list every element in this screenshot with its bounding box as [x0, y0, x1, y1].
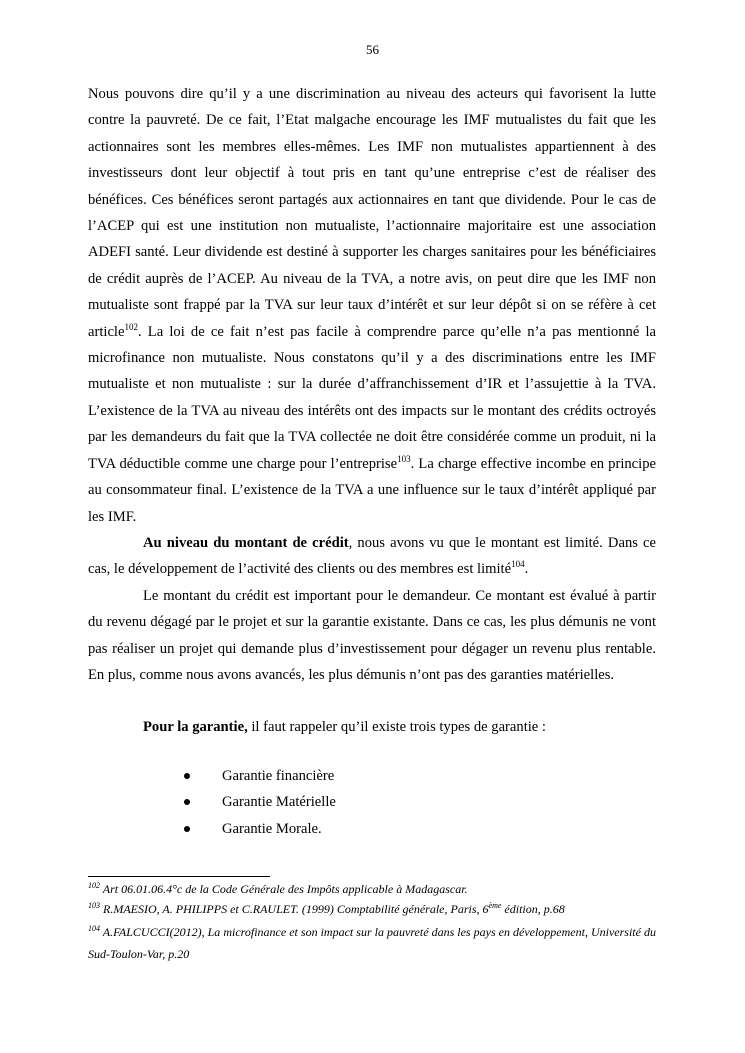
paragraph-tva [88, 81, 656, 530]
paragraph-text: . La charge effective incombe en principe au consommateur final. L’existence de la TVA a une influence sur le taux d’intérêt appliqué par les IMF. [88, 455, 656, 525]
footnote-ref: 103 [397, 453, 411, 464]
paragraph-text: . [524, 561, 529, 578]
footnote-ref: 102 [124, 321, 138, 332]
list-item-text: Garantie Matérielle [222, 794, 336, 811]
paragraph-demandeur: Le montant du crédit est important pour le demandeur. Ce montant est évalué à partir du revenu dégagé par le projet et sur la garantie existante. Dans ce cas, les plus démunis ne vont pas réaliser un projet qui demande plus d’investissement pour dégager un revenu plus rentable. En plus, comme nous avons avancés, les plus démunis n’ont pas des garanties matérielles. [88, 587, 656, 683]
footnote-text: A.FALCUCCI(2012), La microfinance et son impact sur la pauvreté dans les pays en développement, Université du Sud-Toulon-Var, p.20 [88, 925, 656, 961]
footnote-separator [88, 876, 270, 877]
list-item-text: Garantie financière [222, 768, 335, 784]
list-item [178, 816, 336, 842]
paragraph-garantie [88, 714, 656, 740]
footnote-102 [88, 881, 656, 897]
bullet-icon [184, 799, 190, 805]
paragraph-text: Nous pouvons dire qu’il y a une discrimination au niveau des acteurs qui favorisent la lutte contre la pauvreté. De ce fait, l’Etat malgache encourage les IMF mutualistes du fait que les actionnaires sont les membres elles-mêmes. Les IMF non mutualistes appartiennent à des investisseurs dont leur objectif à tout pris en tant qu’une entreprise c’est de réaliser des bénéfices. Ces bénéfices seront partagés aux actionnaires en tant que dividende. Pour le cas de l’ACEP qui est une institution non mutualiste, l’actionnaire majoritaire est une association ADEFI santé. Leur dividende est destiné à supporter les charges sanitaires pour les bénéficiaires de crédit auprès de l’ACEP. Au niveau de la TVA, a notre avis, on peut dire que les IMF non mutualiste sont frappé par la TVA sur leur taux d’intérêt et sur leur dépôt si on se réfère à cet article [88, 86, 656, 340]
footnote-104 [88, 921, 656, 965]
paragraph-text: , nous avons vu que le montant est limité. Dans ce cas, le développement de l’activité des clients ou des membres est limité [88, 534, 656, 578]
footnote-superscript: ème [488, 901, 502, 910]
footnote-ref: 104 [511, 559, 525, 570]
list-item [178, 763, 336, 789]
footnote-text: R.MAESIO, A. PHILIPPS et C.RAULET. (1999) Comptabilité générale, Paris, 6 [100, 902, 489, 916]
paragraph-montant [88, 530, 656, 583]
footnote-number: 103 [88, 901, 100, 910]
guarantee-list [178, 763, 336, 842]
bold-lead: Au niveau du montant de crédit [143, 534, 349, 551]
footnote-number: 102 [88, 881, 100, 890]
list-item [178, 789, 336, 815]
list-item-text: Garantie Morale. [222, 820, 322, 837]
footnotes [88, 881, 656, 969]
page-number: 56 [366, 42, 379, 57]
bullet-icon [184, 773, 190, 779]
body-text [88, 81, 656, 741]
footnote-text: Art 06.01.06.4°c de la Code Générale des Impôts applicable à Madagascar. [100, 882, 468, 896]
footnote-text: édition, p.68 [501, 902, 565, 916]
footnote-103 [88, 901, 656, 917]
footnote-number: 104 [88, 924, 100, 933]
paragraph-text: . La loi de ce fait n’est pas facile à comprendre parce qu’elle n’a pas mentionné la microfinance non mutualiste. Nous constatons qu’il y a des discriminations entre les IMF mutualiste et non mutualiste : sur la durée d’affranchissement d’IR et l’assujettie à la TVA. L’existence de la TVA au niveau des intérêts ont des impacts sur le montant des crédits octroyés par les demandeurs du fait que la TVA collectée ne doit être considérée comme un produit, ni la TVA déductible comme une charge pour l’entreprise [88, 323, 656, 472]
bullet-icon [184, 826, 190, 832]
paragraph-text: il faut rappeler qu’il existe trois types de garantie : [247, 719, 546, 736]
bold-lead: Pour la garantie, [143, 719, 248, 736]
